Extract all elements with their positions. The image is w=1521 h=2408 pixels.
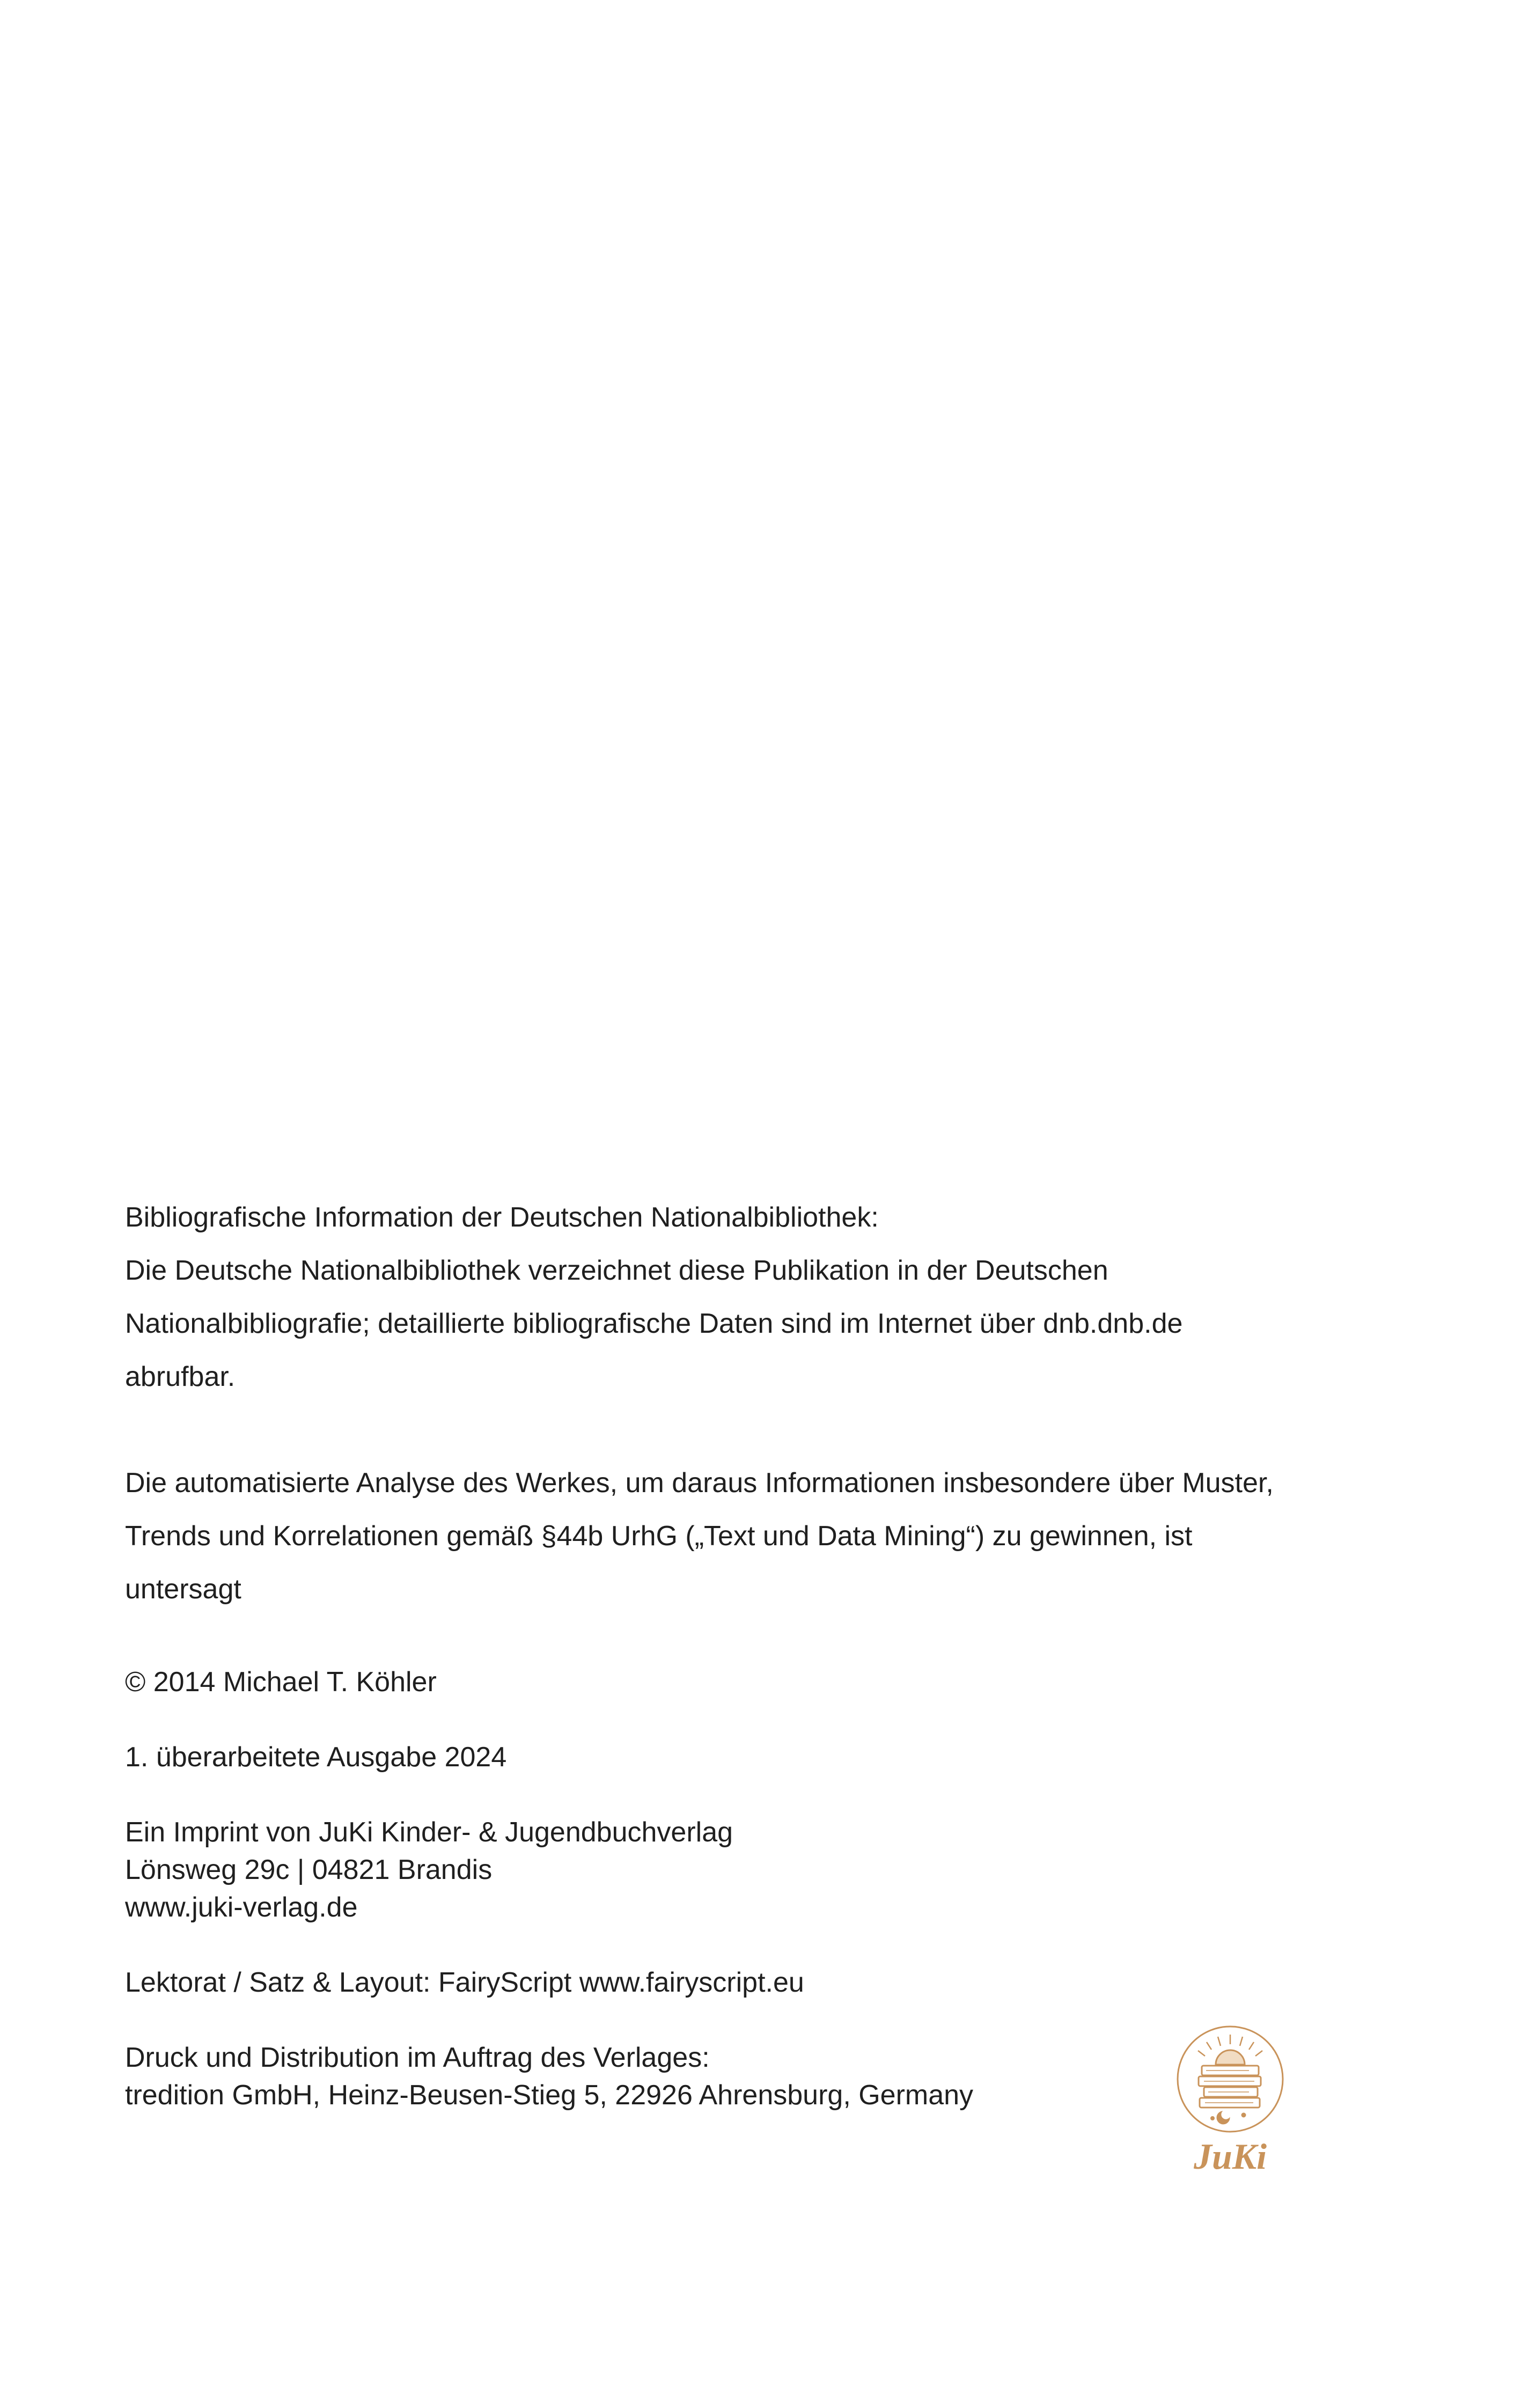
dnb-line-1: Bibliografische Information der Deutschen Nationalbibliothek: [125, 1202, 879, 1233]
publisher-address: Lönsweg 29c | 04821 Brandis [125, 1854, 493, 1885]
tdm-notice [125, 1457, 1402, 1616]
publisher-imprint: Ein Imprint von JuKi Kinder- & Jugendbuchverlag [125, 1817, 733, 1848]
editing-line: Lektorat / Satz & Layout: FairyScript www.fairyscript.eu [125, 1967, 804, 1998]
distribution-company: tredition GmbH, Heinz-Beusen-Stieg 5, 22926 Ahrensburg, Germany [125, 2080, 974, 2111]
dnb-notice [125, 1191, 1402, 1404]
copyright-line: © 2014 Michael T. Köhler [125, 1666, 437, 1698]
dnb-line-3: Nationalbibliografie; detaillierte bibliografische Daten sind im Internet über dnb.dnb.de [125, 1308, 1183, 1339]
tdm-line-3: untersagt [125, 1574, 241, 1605]
publisher-website: www.juki-verlag.de [125, 1892, 358, 1923]
distribution-heading: Druck und Distribution im Auftrag des Verlages: [125, 2042, 710, 2073]
publisher-block [125, 1814, 1402, 1926]
dnb-line-2: Die Deutsche Nationalbibliothek verzeichnet diese Publikation in der Deutschen [125, 1255, 1108, 1286]
book-stack-sun-icon [1169, 2023, 1292, 2178]
dnb-line-4: abrufbar. [125, 1361, 236, 1392]
imprint-page [125, 1191, 1402, 2114]
logo-wordmark: JuKi [1193, 2136, 1267, 2177]
edition-line: 1. überarbeitete Ausgabe 2024 [125, 1742, 507, 1773]
juki-logo [1169, 2023, 1292, 2178]
tdm-line-1: Die automatisierte Analyse des Werkes, um daraus Informationen insbesondere über Muster, [125, 1467, 1274, 1499]
tdm-line-2: Trends und Korrelationen gemäß §44b UrhG („Text und Data Mining“) zu gewinnen, ist [125, 1521, 1193, 1552]
